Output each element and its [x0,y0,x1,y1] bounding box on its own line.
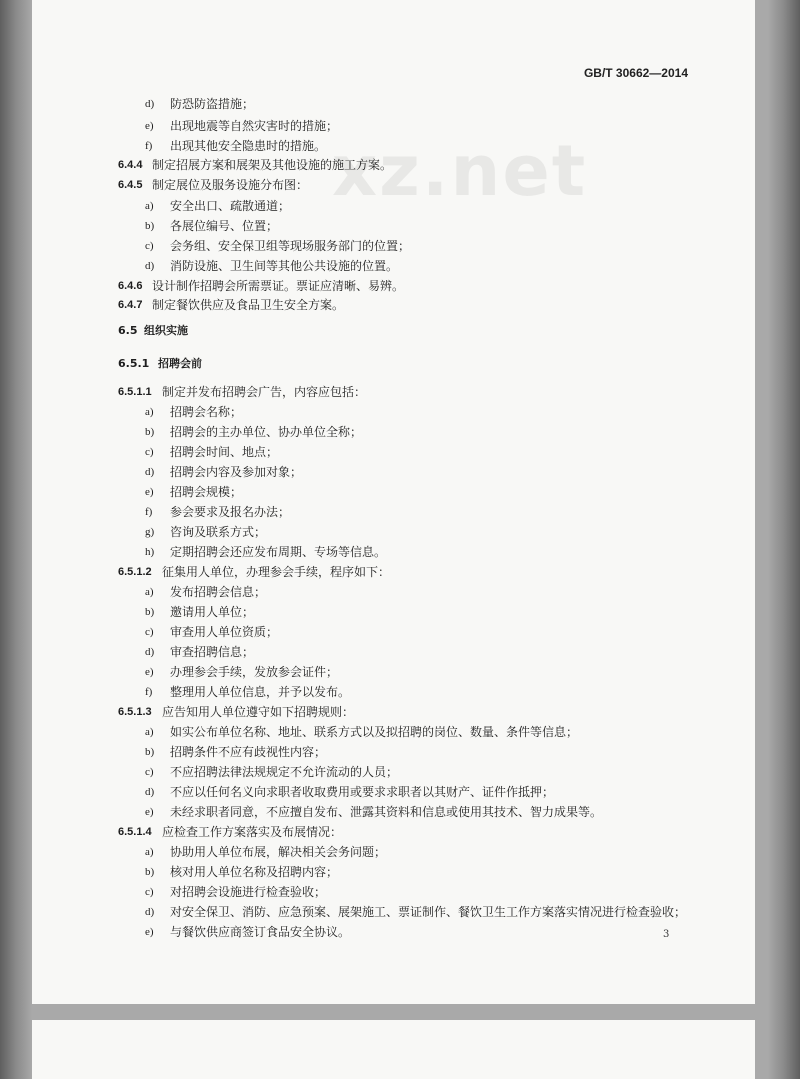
clause-text: 制定展位及服务设施分布图： [152,178,309,192]
item-text: 招聘会的主办单位、协办单位全称； [170,425,363,439]
item-text: 招聘条件不应有歧视性内容； [170,745,327,759]
clause-number: 6.4.5 [118,179,143,191]
item-text: 咨询及联系方式； [170,525,267,539]
item-label: c) [145,626,154,638]
item-label: d) [145,786,155,798]
clause-text: 组织实施 [144,324,188,337]
item-text: 审查用人单位资质； [170,625,279,639]
document-page [32,0,755,1004]
item-label: b) [145,866,155,878]
clause-number: 6.5.1.4 [118,826,152,838]
item-label: d) [145,466,155,478]
page-number: 3 [663,929,670,940]
watermark: xz.net [332,130,588,212]
item-label: d) [145,906,155,918]
item-label: e) [145,120,154,132]
clause-text: 征集用人单位，办理参会手续，程序如下： [162,565,391,579]
item-label: e) [145,926,154,938]
item-text: 招聘会规模； [170,485,243,499]
item-text: 协助用人单位布展，解决相关会务问题； [170,845,387,859]
item-text: 如实公布单位名称、地址、联系方式以及拟招聘的岗位、数量、条件等信息； [170,725,579,739]
clause-text: 设计制作招聘会所需票证。票证应清晰、易辨。 [152,279,405,293]
item-label: h) [145,546,155,558]
item-text: 不应招聘法律法规规定不允许流动的人员； [170,765,399,779]
clause-number: 6.4.7 [118,299,143,311]
item-label: d) [145,260,155,272]
item-text: 招聘会名称； [170,405,243,419]
item-text: 核对用人单位名称及招聘内容； [170,865,339,879]
next-page-edge [32,1020,755,1079]
item-text: 会务组、安全保卫组等现场服务部门的位置； [170,239,411,253]
clause-text: 制定招展方案和展架及其他设施的施工方案。 [152,158,393,172]
item-text: 未经求职者同意，不应擅自发布、泄露其资料和信息或使用其技术、智力成果等。 [170,805,603,819]
item-text: 对招聘会设施进行检查验收； [170,885,327,899]
clause-number: 6.5.1.1 [118,386,152,398]
item-label: c) [145,766,154,778]
clause-text: 招聘会前 [158,357,202,370]
clause-number: 6.5.1 [118,357,150,370]
clause-number: 6.4.4 [118,159,143,171]
item-label: f) [145,686,153,698]
clause-text: 应检查工作方案落实及布展情况： [162,825,343,839]
item-text: 邀请用人单位； [170,605,255,619]
item-label: c) [145,240,154,252]
item-text: 出现其他安全隐患时的措施。 [170,139,327,153]
item-text: 办理参会手续，发放参会证件； [170,665,339,679]
item-text: 发布招聘会信息； [170,585,267,599]
item-label: b) [145,606,155,618]
item-label: a) [145,200,154,212]
item-text: 防恐防盗措施； [170,97,255,111]
item-text: 对安全保卫、消防、应急预案、展架施工、票证制作、餐饮卫生工作方案落实情况进行检查验收； [170,905,687,919]
clause-number: 6.5.1.3 [118,706,152,718]
item-text: 不应以任何名义向求职者收取费用或要求求职者以其财产、证件作抵押； [170,785,555,799]
item-label: f) [145,506,153,518]
item-label: d) [145,646,155,658]
item-text: 定期招聘会还应发布周期、专场等信息。 [170,545,387,559]
clause-number: 6.5 [118,324,138,337]
item-label: b) [145,746,155,758]
item-text: 参会要求及报名办法； [170,505,291,519]
clause-text: 制定并发布招聘会广告，内容应包括： [162,385,367,399]
item-label: e) [145,806,154,818]
item-text: 整理用人单位信息，并予以发布。 [170,685,351,699]
item-label: a) [145,406,154,418]
item-label: e) [145,666,154,678]
item-text: 招聘会内容及参加对象； [170,465,303,479]
item-label: a) [145,586,154,598]
item-text: 审查招聘信息； [170,645,255,659]
item-label: f) [145,140,153,152]
item-label: d) [145,98,155,110]
item-text: 消防设施、卫生间等其他公共设施的位置。 [170,259,399,273]
item-label: g) [145,526,155,538]
clause-number: 6.4.6 [118,280,143,292]
item-label: c) [145,886,154,898]
item-text: 安全出口、疏散通道； [170,199,291,213]
item-label: a) [145,846,154,858]
item-text: 招聘会时间、地点； [170,445,279,459]
clause-text: 制定餐饮供应及食品卫生安全方案。 [152,298,345,312]
clause-number: 6.5.1.2 [118,566,152,578]
item-label: c) [145,446,154,458]
item-text: 与餐饮供应商签订食品安全协议。 [170,925,351,939]
item-text: 出现地震等自然灾害时的措施； [170,119,339,133]
item-text: 各展位编号、位置； [170,219,279,233]
item-label: b) [145,426,155,438]
clause-text: 应告知用人单位遵守如下招聘规则： [162,705,355,719]
item-label: e) [145,486,154,498]
item-label: b) [145,220,155,232]
item-label: a) [145,726,154,738]
standard-code: GB/T 30662—2014 [583,66,688,80]
